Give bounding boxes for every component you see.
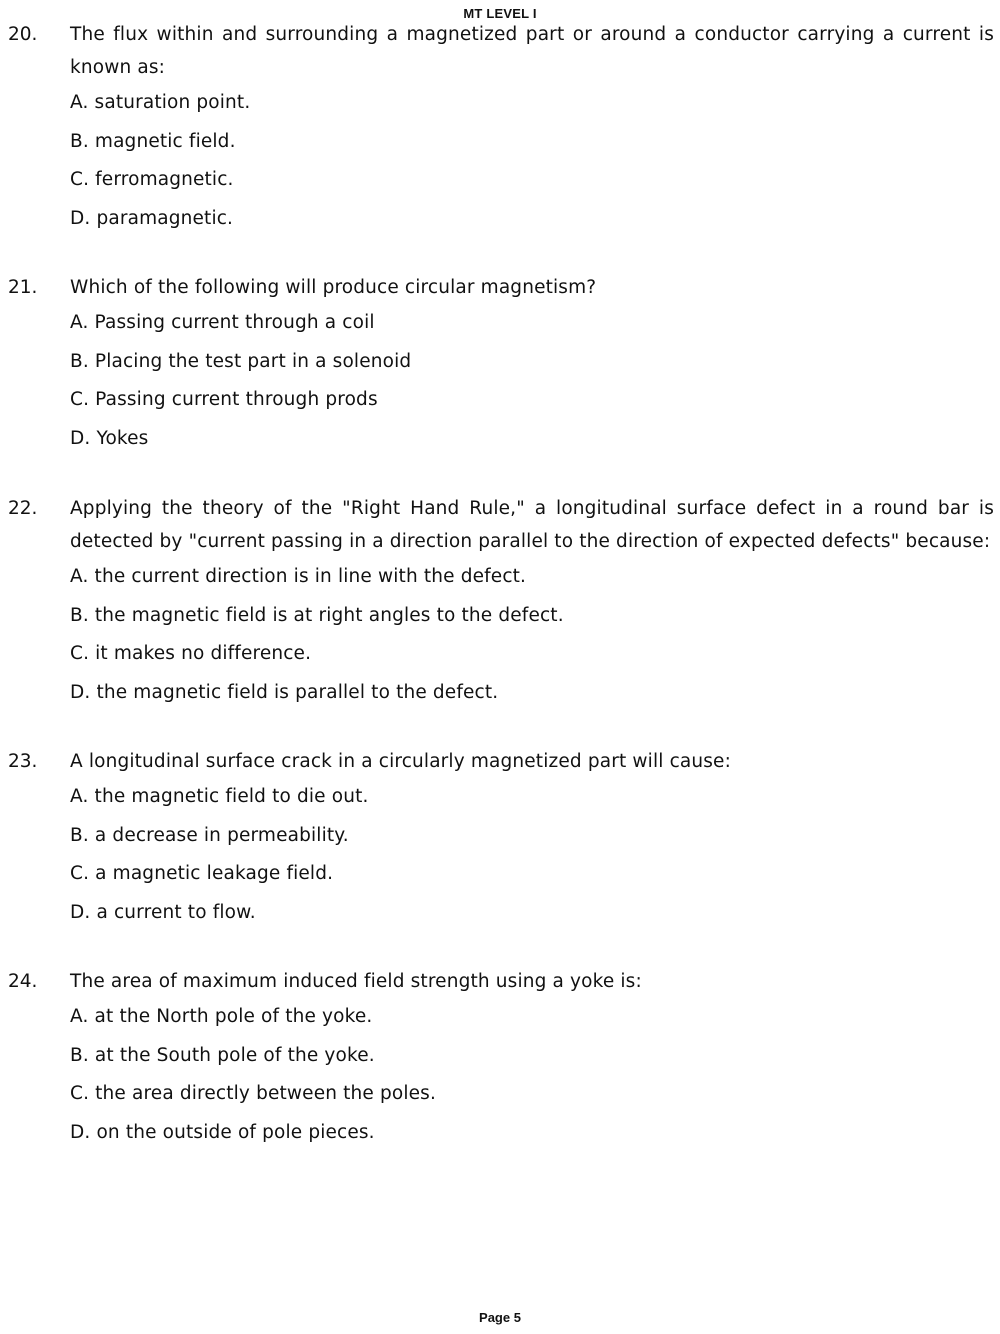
option-a: A. the current direction is in line with the defect.: [70, 566, 527, 587]
option-c: C. it makes no difference.: [70, 643, 312, 664]
option-b: B. the magnetic field is at right angles to the defect.: [70, 604, 564, 626]
answer-options: [0, 304, 1000, 458]
question-number: 20.: [8, 24, 38, 45]
option-b: B. a decrease in permeability.: [70, 824, 349, 846]
question-20: [0, 18, 1000, 238]
option-d: D. the magnetic field is parallel to the defect.: [70, 681, 499, 703]
question-number: 23.: [8, 751, 38, 772]
option-c: C. ferromagnetic.: [70, 169, 234, 190]
question-text: The flux within and surrounding a magnetized part or around a conductor carrying a current is known as:: [70, 24, 994, 78]
question-text: A longitudinal surface crack in a circularly magnetized part will cause:: [70, 751, 731, 772]
option-a: A. at the North pole of the yoke.: [70, 1006, 373, 1027]
option-c: C. a magnetic leakage field.: [70, 863, 334, 884]
option-a: A. saturation point.: [70, 92, 251, 113]
option-a: A. the magnetic field to die out.: [70, 786, 369, 807]
option-d: D. Yokes: [70, 427, 149, 449]
answer-options: [0, 998, 1000, 1152]
question-23: [0, 745, 1000, 932]
page-number: Page 5: [479, 1310, 521, 1325]
page-header: MT LEVEL I: [463, 6, 537, 21]
option-c: C. the area directly between the poles.: [70, 1083, 436, 1104]
question-text: The area of maximum induced field strength using a yoke is:: [70, 971, 642, 992]
option-c: C. Passing current through prods: [70, 389, 378, 410]
option-b: B. magnetic field.: [70, 130, 236, 152]
question-24: [0, 965, 1000, 1152]
question-number: 21.: [8, 277, 38, 298]
answer-options: [0, 558, 1000, 712]
option-a: A. Passing current through a coil: [70, 312, 375, 333]
option-d: D. paramagnetic.: [70, 207, 234, 229]
option-d: D. a current to flow.: [70, 901, 256, 923]
option-b: B. at the South pole of the yoke.: [70, 1044, 375, 1066]
option-b: B. Placing the test part in a solenoid: [70, 350, 412, 372]
question-text: Applying the theory of the "Right Hand Rule," a longitudinal surface defect in a round bar is detected by "current passing in a direction parallel to the direction of expected defects" because:: [70, 498, 994, 552]
answer-options: [0, 778, 1000, 932]
question-text: Which of the following will produce circular magnetism?: [70, 277, 597, 298]
question-number: 22.: [8, 498, 38, 519]
option-d: D. on the outside of pole pieces.: [70, 1121, 375, 1143]
question-number: 24.: [8, 971, 38, 992]
question-21: [0, 271, 1000, 458]
answer-options: [0, 84, 1000, 238]
question-22: [0, 492, 1000, 712]
